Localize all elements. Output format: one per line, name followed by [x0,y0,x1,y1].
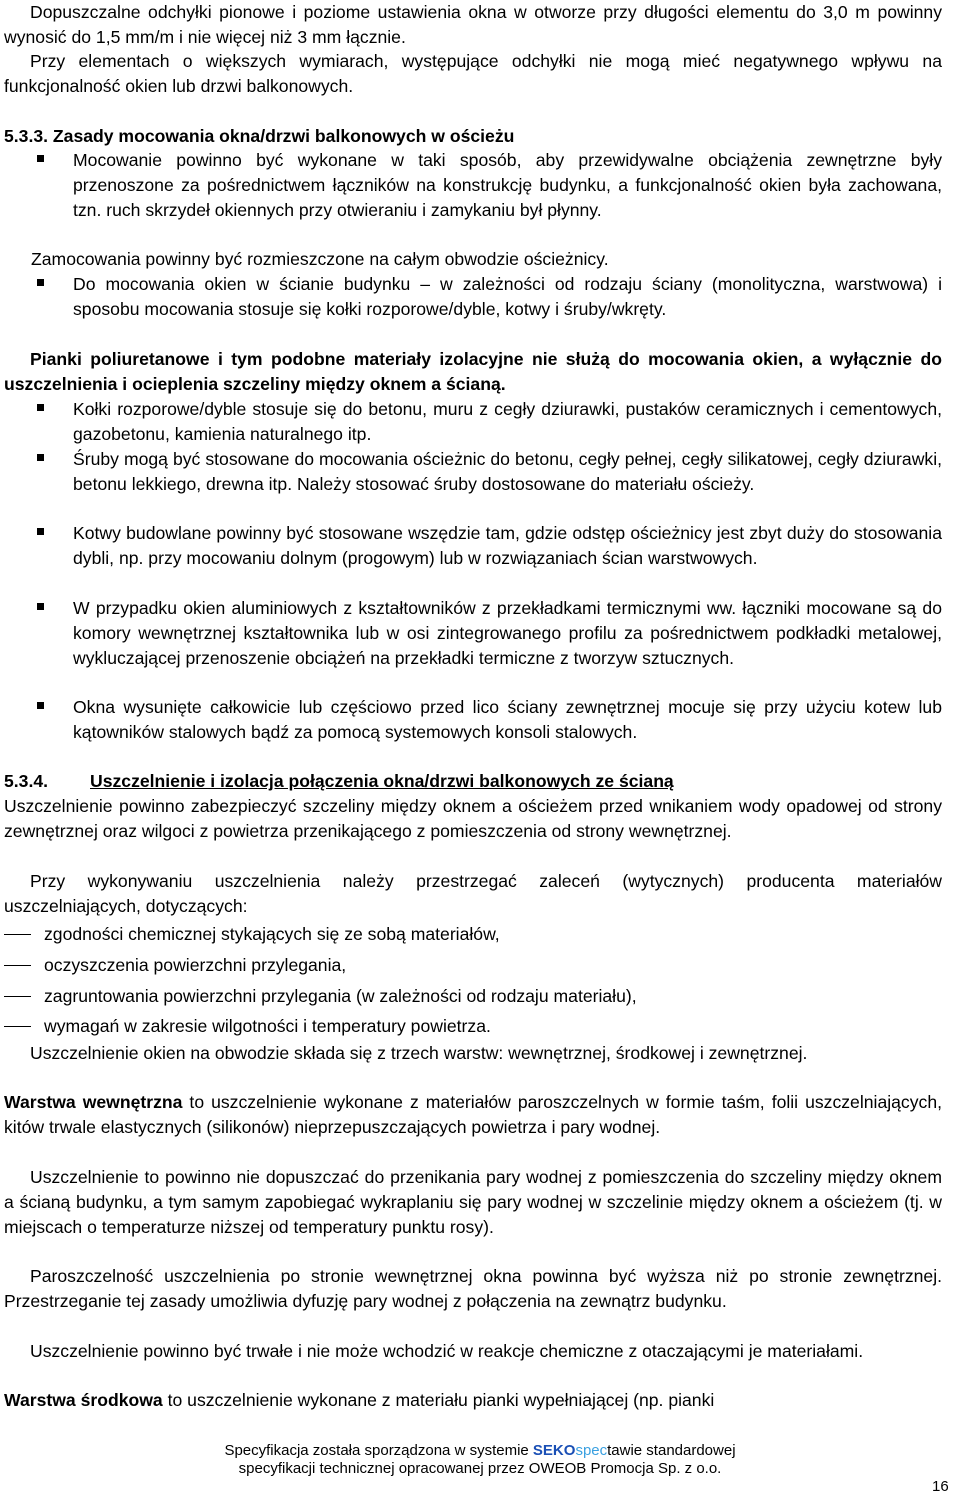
dash-list-item: zagruntowania powierzchni przylegania (w zależności od rodzaju materiału), [44,986,637,1006]
intro-paragraph-1: Dopuszczalne odchyłki pionowe i poziome ustawienia okna w otworze przy długości elementu do 3,0 m powinny wynosić do 1,5 mm/m i nie więcej niż 3 mm łącznie. [4,2,942,47]
page-number: 16 [932,1478,949,1495]
paragraph: Uszczelnienie powinno zabezpieczyć szczeliny między oknem a ościeżem przed wnikaniem wody opadowej od strony zewnętrznej oraz wilgoci z powietrza przenikającego z pomieszczenia od strony wewnętrznej. [4,796,942,841]
section-534-number: 5.3.4. [4,771,49,791]
paragraph [4,1090,942,1140]
brand-logo-spec: spec [575,1442,608,1459]
section-534-title: Uszczelnienie i izolacja połączenia okna/drzwi balkonowych ze ścianą [90,771,674,791]
bullet-square-icon [37,528,44,535]
bullet-item: Kotwy budowlane powinny być stosowane wszędzie tam, gdzie odstęp ościeżnicy jest zbyt duży do stosowania dybli, np. przy mocowaniu dolnym (progowym) lub w rozwiązaniach ścian warstwowych. [73,523,942,568]
bold-term: Warstwa środkowa [4,1390,163,1410]
bullet-item: Kołki rozporowe/dyble stosuje się do betonu, muru z cegły dziurawki, pustaków ceramicznych i cementowych, gazobetonu, kamienia naturalnego itp. [73,399,942,444]
footer-line-2: specyfikacji technicznej opracowanej przez OWEOB Promocja Sp. z o.o. [238,1460,722,1477]
bullet-item: Okna wysunięte całkowicie lub częściowo przed lico ściany zewnętrznej mocuje się przy użyciu kotew lub kątowników stalowych bądź za pomocą systemowych konsoli stalowych. [73,697,942,742]
section-534-heading [4,769,674,794]
bullet-item: Mocowanie powinno być wykonane w taki sposób, aby przewidywalne obciążenia zewnętrzne były przenoszone za pośrednictwem łączników na konstrukcję budynku, a funkcjonalność okien była zachowana, tzn. ruch skrzydeł okiennych przy otwieraniu i zamykaniu był płynny. [73,150,942,220]
page-footer [0,1442,960,1478]
paragraph: Zamocowania powinny być rozmieszczone na całym obwodzie ościeżnicy. [31,249,609,269]
paragraph [4,1388,942,1413]
paragraph: Uszczelnienie okien na obwodzie składa się z trzech warstw: wewnętrznej, środkowej i zewnętrznej. [30,1043,808,1063]
bold-note: Pianki poliuretanowe i tym podobne materiały izolacyjne nie służą do mocowania okien, a wyłącznie do uszczelnienia i ocieplenia szczeliny między oknem a ścianą. [4,349,942,394]
brand-logo-seko: SEKO [532,1442,576,1459]
bullet-item: Do mocowania okien w ścianie budynku – w zależności od rodzaju ściany (monolityczna, warstwowa) i sposobu mocowania stosuje się kołki rozporowe/dyble, kotwy i śruby/wkręty. [73,274,942,319]
paragraph: Paroszczelność uszczelnienia po stronie wewnętrznej okna powinna być wyższa niż po stronie zewnętrznej. Przestrzeganie tej zasady umożliwia dyfuzję pary wodnej z połączenia na zewnątrz budynku. [4,1266,942,1311]
footer-text: Specyfikacja została sporządzona w systemie [224,1442,533,1459]
dash-bullet-icon [4,996,31,997]
intro-paragraph-2: Przy elementach o większych wymiarach, występujące odchyłki nie mogą mieć negatywnego wpływu na funkcjonalność okien lub drzwi balkonowych. [4,51,942,96]
paragraph: Uszczelnienie to powinno nie dopuszczać do przenikania pary wodnej z pomieszczenia do szczeliny między oknem a ścianą budynku, a tym samym zapobiegać wykraplaniu się pary wodnej w szczelinie między oknem a ościeżem (tj. w miejscach o temperaturze niższej od temperatury punktu rosy). [4,1167,942,1237]
dash-list-item: oczyszczenia powierzchni przylegania, [44,955,347,975]
dash-bullet-icon [4,934,31,935]
bullet-item: Śruby mogą być stosowane do mocowania ościeżnic do betonu, cegły pełnej, cegły silikatowej, cegły dziurawki, betonu lekkiego, drewna itp. Należy stosować śruby dostosowane do materiału ościeży. [73,449,942,494]
bold-term: Warstwa wewnętrzna [4,1092,183,1112]
paragraph-text: to uszczelnienie wykonane z materiału pianki wypełniającej (np. pianki [162,1390,715,1410]
dash-bullet-icon [4,1026,31,1027]
paragraph: Przy wykonywaniu uszczelnienia należy przestrzegać zaleceń (wytycznych) producenta materiałów uszczelniających, dotyczących: [4,871,942,916]
footer-line-1 [0,1442,960,1460]
bullet-square-icon [37,603,44,610]
paragraph: Uszczelnienie powinno być trwałe i nie może wchodzić w reakcje chemiczne z otaczającymi je materiałami. [30,1341,864,1361]
bullet-square-icon [37,279,44,286]
bullet-square-icon [37,454,44,461]
bullet-square-icon [37,155,44,162]
dash-bullet-icon [4,965,31,966]
paragraph-text: to uszczelnienie wykonane z materiałów paroszczelnych w formie taśm, folii uszczelniających, kitów trwale elastycznych (silikonów) nieprzepuszczających powietrza i pary wodnej. [4,1092,942,1137]
bullet-item: W przypadku okien aluminiowych z kształtowników z przekładkami termicznymi ww. łączniki mocowane są do komory wewnętrznej kształtownika lub w osi zintegrowanego profilu za pośrednictwem podkładki metalowej, wykluczającej przenoszenie obciążeń na przekładki termiczne z tworzyw sztucznych. [73,598,942,668]
dash-list-item: wymagań w zakresie wilgotności i temperatury powietrza. [44,1016,491,1036]
dash-list-item: zgodności chemicznej stykających się ze sobą materiałów, [44,924,500,944]
bullet-square-icon [37,404,44,411]
bullet-square-icon [37,702,44,709]
footer-text: tawie standardowej [607,1442,736,1459]
section-533-heading: 5.3.3. Zasady mocowania okna/drzwi balkonowych w ościeżu [4,126,515,146]
